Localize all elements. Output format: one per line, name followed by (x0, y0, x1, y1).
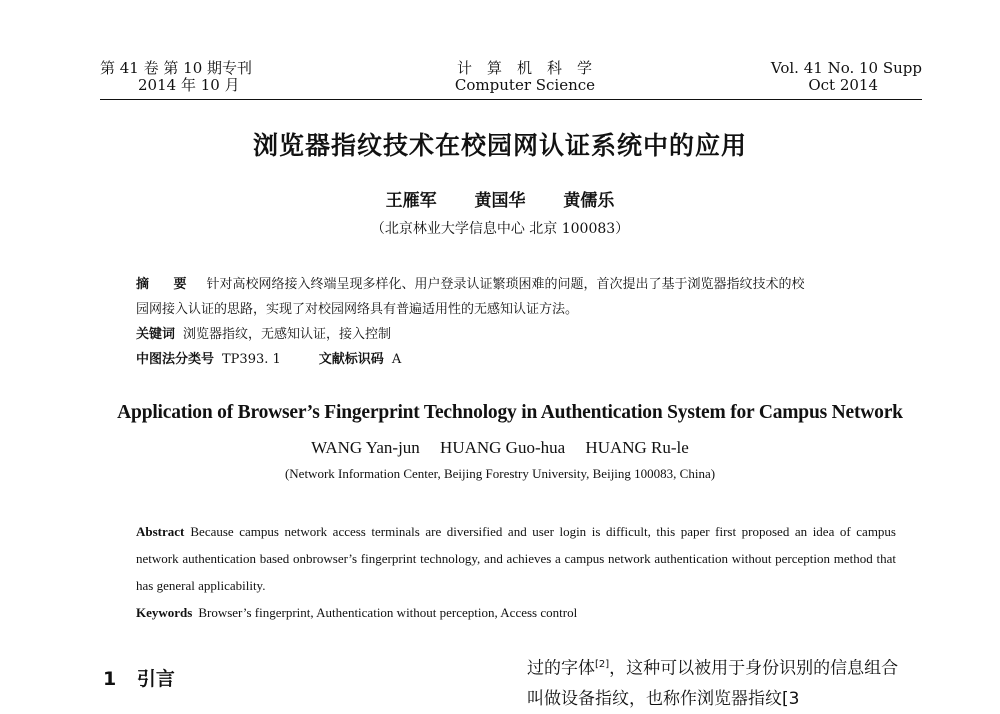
keywords-text-cn: 浏览器指纹，无感知认证，接入控制 (183, 327, 392, 342)
author-3: 黄儒乐 (563, 191, 615, 211)
classification-label: 中图法分类号 (136, 352, 215, 367)
keywords-label-cn: 关键词 (136, 327, 176, 342)
volume-issue: 第 41 卷 第 10 期专刊 (100, 59, 253, 77)
section-number: 1 (103, 668, 117, 690)
abstract-label-en: Abstract (136, 524, 185, 539)
abstract-cn (136, 272, 896, 372)
body-line-2: 叫做设备指纹，也称作浏览器指纹[3 (527, 688, 800, 709)
section-heading (103, 664, 175, 691)
author-1: 王雁军 (385, 191, 437, 211)
abstract-en-paragraph (136, 518, 896, 599)
classification (136, 347, 896, 372)
abstract-cn-line1 (136, 272, 896, 297)
section-title: 引言 (136, 668, 175, 690)
author-2: 黄国华 (474, 191, 526, 211)
volume-issue-en: Vol. 41 No. 10 Supp (770, 59, 922, 77)
author-en-2: HUANG Guo-hua (440, 438, 566, 457)
body-line-1-a: 过的字体 (527, 658, 595, 679)
issue-date-en: Oct 2014 (808, 76, 878, 94)
issue-date: 2014 年 10 月 (138, 76, 240, 94)
author-en-1: WANG Yan-jun (311, 438, 420, 457)
keywords-cn (136, 322, 896, 347)
paper-title-en: Application of Browser’s Fingerprint Technology in Authentication System for Campus Network (117, 402, 903, 423)
doc-code-value: A (391, 352, 402, 367)
keywords-label-en: Keywords (136, 605, 193, 620)
body-line-1-b: ，这种可以被用于身份识别的信息组合 (609, 658, 899, 679)
abstract-text-cn-1: 针对高校网络接入终端呈现多样化、用户登录认证繁琐困难的问题，首次提出了基于浏览器指纹技术的校 (206, 277, 805, 292)
paper-title-cn: 浏览器指纹技术在校园网认证系统中的应用 (252, 131, 747, 160)
keywords-text-en: Browser’s fingerprint, Authentication without perception, Access control (198, 605, 578, 620)
keywords-en (136, 599, 896, 626)
authors-cn (0, 186, 1000, 211)
abstract-label-cn: 摘 要 (136, 277, 197, 292)
abstract-text-en: Because campus network access terminals are diversified and user login is difficult, this paper first proposed an idea of campus network authentication based onbrowser’s fingerprint technology, and achieves a campus network authentication without perception method that has general applicability. (136, 524, 896, 593)
abstract-en (136, 518, 896, 626)
authors-en (0, 438, 1000, 458)
citation-2: [2] (595, 659, 610, 670)
author-en-3: HUANG Ru-le (585, 438, 689, 457)
journal-name (430, 60, 620, 94)
classification-value: TP393. 1 (222, 352, 281, 367)
affiliation-cn: （北京林业大学信息中心 北京 100083） (370, 221, 630, 237)
affiliation-en: (Network Information Center, Beijing Forestry University, Beijing 100083, China) (284, 466, 716, 481)
abstract-text-cn-2: 园网接入认证的思路，实现了对校园网络具有普遍适用性的无感知认证方法。 (136, 302, 579, 317)
body-text-right-column (527, 650, 927, 714)
doc-code-label: 文献标识码 (318, 352, 384, 367)
header-rule (100, 99, 922, 100)
journal-volume-info-en (700, 60, 922, 94)
body-line-1 (527, 650, 927, 684)
journal-name-en: Computer Science (454, 76, 596, 94)
journal-volume-info (100, 60, 252, 94)
journal-name-cn: 计算机科学 (456, 59, 607, 77)
